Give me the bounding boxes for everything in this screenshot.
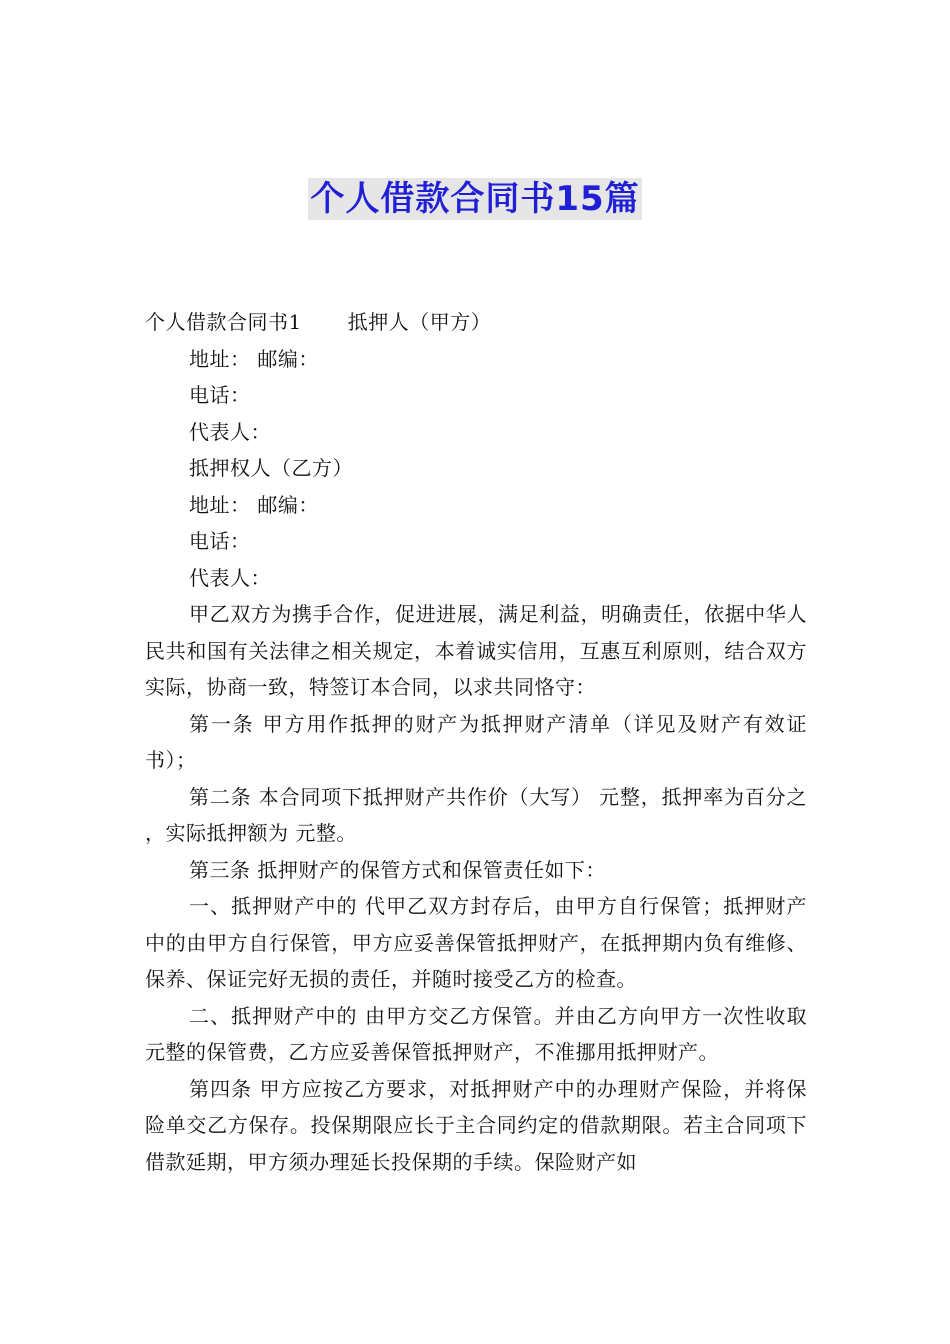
- section-heading-line: [145, 304, 807, 341]
- party-b-address: 地址： 邮编：: [189, 492, 319, 517]
- paragraph-article-1: 第一条 甲方用作抵押的财产为抵押财产清单（详见及财产有效证书）；: [145, 711, 807, 772]
- mortgagee-label: 抵押权人（乙方）: [189, 456, 353, 480]
- document-body: [145, 304, 807, 1180]
- paragraph-article-3: 第三条 抵押财产的保管方式和保管责任如下：: [189, 857, 606, 882]
- paragraph-preamble: 甲乙双方为携手合作，促进进展，满足利益，明确责任，依据中华人民共和国有关法律之相关规定，本着诚实信用，互惠互利原则，结合双方实际，协商一致，特签订本合同，以求共同恪守：: [145, 602, 807, 699]
- paragraph-article-2: 第二条 本合同项下抵押财产共作价（大写） 元整，抵押率为百分之 ，实际抵押额为 元整。: [145, 784, 807, 845]
- paragraph-article-4: 第四条 甲方应按乙方要求，对抵押财产中的办理财产保险，并将保险单交乙方保存。投保期限应长于主合同约定的借款期限。若主合同项下借款延期，甲方须办理延长投保期的手续。保险财产如: [145, 1076, 807, 1174]
- party-b-phone: 电话：: [189, 529, 251, 553]
- party-a-address: 地址： 邮编：: [189, 346, 319, 371]
- party-b-representative: 代表人：: [189, 565, 271, 590]
- mortgagor-label: 抵押人（甲方）: [347, 310, 492, 334]
- party-a-phone: 电话：: [189, 383, 251, 407]
- paragraph-article-3-item-1: 一、抵押财产中的 代甲乙双方封存后，由甲方自行保管；抵押财产中的由甲方自行保管，甲方应妥善保管抵押财产，在抵押期内负有维修、保养、保证完好无损的责任，并随时接受乙方的检查。: [145, 894, 807, 991]
- paragraph-article-3-item-2: 二、抵押财产中的 由甲方交乙方保管。并由乙方向甲方一次性收取 元整的保管费，乙方应妥善保管抵押财产，不准挪用抵押财产。: [145, 1003, 807, 1064]
- section-heading: 个人借款合同书1: [145, 310, 302, 334]
- document-title: 个人借款合同书15篇: [310, 179, 640, 219]
- party-a-representative: 代表人：: [189, 419, 271, 444]
- title-container: [0, 178, 950, 220]
